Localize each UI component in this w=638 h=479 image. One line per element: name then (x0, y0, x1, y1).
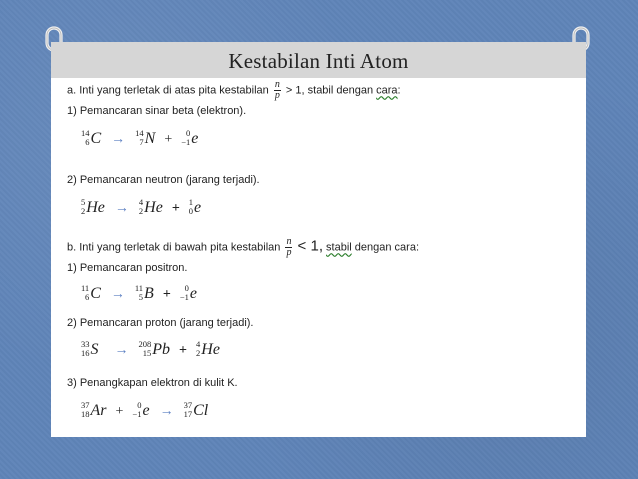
mass-number: 4 (196, 339, 201, 350)
nuclide (139, 341, 171, 359)
element-symbol: S (90, 341, 99, 358)
section-a-colon: : (397, 84, 401, 97)
mass-number: 11 (81, 283, 90, 294)
section-a-cara: cara (376, 84, 398, 97)
section-a-heading (67, 80, 401, 101)
atomic-number: 6 (85, 137, 90, 148)
plus-sign: + (115, 404, 124, 419)
mass-number: 5 (81, 197, 86, 208)
equation-2 (81, 199, 201, 217)
item-b1: 1) Pemancaran positron. (67, 262, 188, 274)
mass-number: 37 (183, 400, 193, 411)
element-symbol: Pb (152, 341, 171, 358)
reaction-arrow: → (159, 404, 174, 419)
atomic-number: 0 (188, 206, 194, 217)
mass-number: 0 (186, 128, 191, 139)
reaction-arrow: → (110, 287, 125, 302)
fraction-denominator: p (286, 247, 292, 258)
element-symbol: Ar (90, 402, 107, 419)
equation-5 (81, 402, 208, 420)
mass-number: 14 (135, 128, 144, 139)
nuclide (189, 199, 201, 217)
nuclide (81, 285, 101, 303)
nuclide (184, 402, 209, 420)
element-symbol: B (144, 285, 154, 302)
element-symbol: C (90, 130, 102, 147)
slide-title: Kestabilan Inti Atom (228, 49, 409, 73)
mass-number: 37 (81, 400, 90, 411)
mass-number: 208 (138, 339, 152, 350)
atomic-number: −1 (179, 292, 189, 303)
nuclide (81, 341, 99, 359)
atomic-number: 5 (138, 292, 144, 303)
atomic-number: 2 (196, 348, 201, 359)
nuclide (180, 285, 197, 303)
item-a1: 1) Pemancaran sinar beta (elektron). (67, 105, 247, 117)
nuclide (81, 130, 101, 148)
mass-number: 0 (184, 283, 189, 294)
element-symbol: e (194, 199, 202, 216)
element-symbol: He (144, 199, 163, 216)
atomic-number: 15 (142, 348, 152, 359)
plus-sign: + (171, 201, 180, 216)
element-symbol: e (142, 402, 150, 419)
nuclide (135, 285, 154, 303)
section-b-fraction (285, 237, 292, 258)
slide-card (51, 42, 586, 437)
section-b-stabil: stabil (326, 241, 352, 254)
section-a-relation: > 1, stabil dengan (285, 84, 374, 97)
fraction-numerator: n (274, 79, 280, 90)
atomic-number: 2 (81, 206, 86, 217)
equation-1 (81, 130, 198, 148)
section-b-text: b. Inti yang terletak di bawah pita kestabilan (67, 241, 281, 254)
mass-number: 14 (81, 128, 90, 139)
element-symbol: Cl (193, 402, 209, 419)
equation-3 (81, 285, 197, 303)
element-symbol: He (86, 199, 105, 216)
element-symbol: N (144, 130, 156, 147)
equation-4 (81, 341, 220, 359)
nuclide (132, 402, 149, 420)
reaction-arrow: → (114, 343, 129, 358)
mass-number: 11 (134, 283, 144, 294)
element-symbol: C (90, 285, 101, 302)
atomic-number: −1 (132, 409, 142, 420)
element-symbol: e (191, 130, 199, 147)
nuclide (196, 341, 220, 359)
section-b-after: dengan cara: (351, 241, 420, 254)
nuclide (135, 130, 155, 148)
plus-sign: + (179, 343, 188, 358)
nuclide (81, 402, 107, 420)
section-a-text: a. Inti yang terletak di atas pita kestabilan (67, 84, 269, 97)
item-b2: 2) Pemancaran proton (jarang terjadi). (67, 317, 254, 329)
section-b-relation: < 1, (297, 237, 323, 255)
atomic-number: 18 (81, 409, 90, 420)
section-a-fraction (274, 80, 281, 101)
item-a2: 2) Pemancaran neutron (jarang terjadi). (67, 174, 260, 186)
element-symbol: He (201, 341, 220, 358)
nuclide (81, 199, 105, 217)
mass-number: 0 (137, 400, 142, 411)
atomic-number: 16 (81, 348, 90, 359)
plus-sign: + (162, 287, 171, 302)
mass-number: 33 (81, 339, 90, 350)
atomic-number: 2 (138, 206, 144, 217)
nuclide (139, 199, 163, 217)
mass-number: 4 (138, 197, 144, 208)
atomic-number: 6 (84, 292, 90, 303)
reaction-arrow: → (114, 201, 129, 216)
section-b-heading (67, 237, 419, 258)
fraction-denominator: p (274, 90, 280, 101)
mass-number: 1 (188, 197, 194, 208)
plus-sign: + (164, 132, 173, 147)
nuclide (181, 130, 198, 148)
element-symbol: e (189, 285, 197, 302)
atomic-number: 7 (139, 137, 144, 148)
atomic-number: 17 (183, 409, 193, 420)
fraction-numerator: n (286, 236, 292, 247)
item-b3: 3) Penangkapan elektron di kulit K. (67, 377, 238, 389)
atomic-number: −1 (181, 137, 191, 148)
reaction-arrow: → (111, 132, 126, 147)
